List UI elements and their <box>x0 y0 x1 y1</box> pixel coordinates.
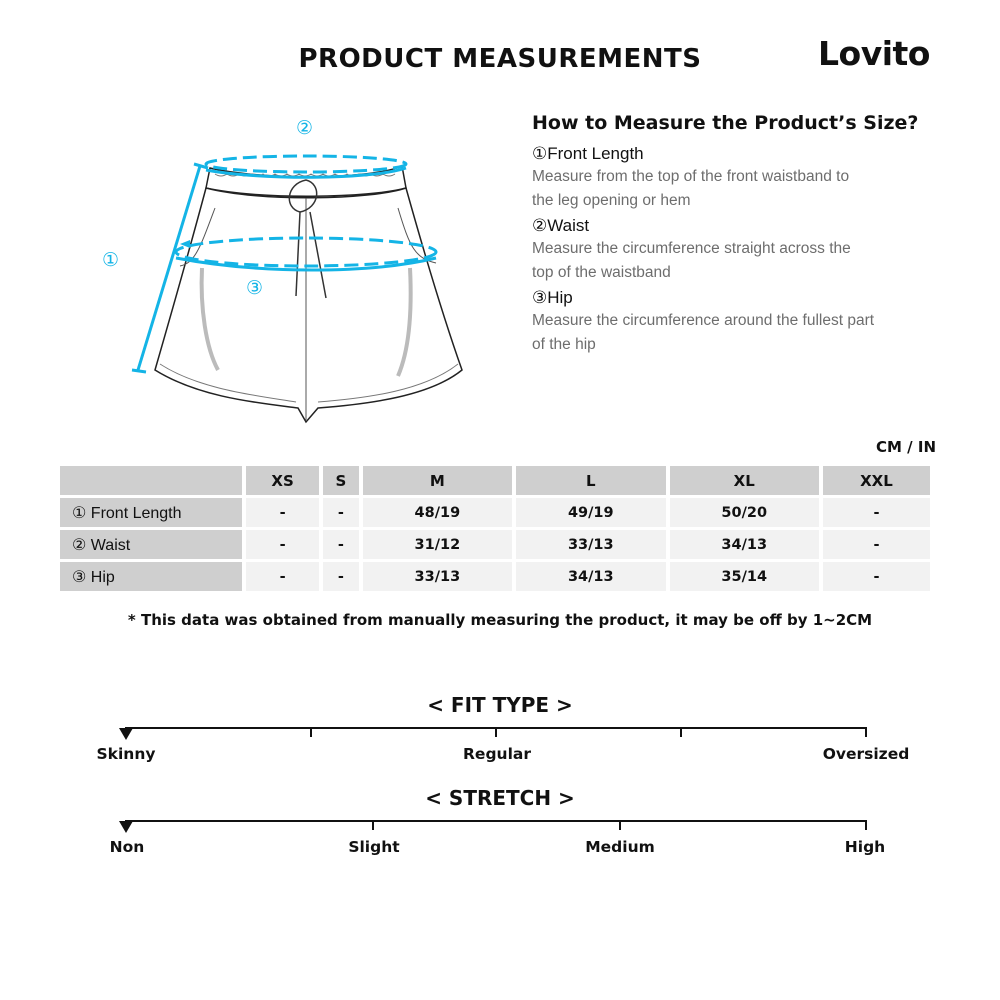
fit-type-axis <box>125 727 867 729</box>
table-cell: - <box>246 562 319 591</box>
marker-waist: ② <box>296 117 314 139</box>
marker-hip: ③ <box>246 277 264 299</box>
table-cell: - <box>323 530 358 559</box>
front-length-cap-bottom <box>132 370 146 372</box>
table-cell: - <box>823 562 930 591</box>
stretch-title: < STRETCH > <box>425 786 575 810</box>
table-row <box>60 498 930 527</box>
waist-measure-line <box>206 156 406 172</box>
table-cell: 33/13 <box>363 562 512 591</box>
table-cell: 49/19 <box>516 498 665 527</box>
stretch-label-high: High <box>844 838 886 856</box>
measurement-note: * This data was obtained from manually measuring the product, it may be off by 1~2CM <box>127 611 873 629</box>
column-header: S <box>323 466 358 495</box>
stretch-tick <box>125 820 127 830</box>
table-cell: 50/20 <box>670 498 819 527</box>
marker-front-length: ① <box>102 249 120 271</box>
shorts-diagram <box>80 108 480 438</box>
table-corner-cell <box>60 466 242 495</box>
table-row <box>60 530 930 559</box>
item-hip-title: ③Hip <box>532 288 573 307</box>
unit-label: CM / IN <box>876 438 936 456</box>
row-label: ② Waist <box>60 530 242 559</box>
size-table <box>56 463 934 594</box>
item-front-length-title: ①Front Length <box>532 144 644 163</box>
fit-type-tick <box>310 727 312 737</box>
table-cell: 35/14 <box>670 562 819 591</box>
column-header: L <box>516 466 665 495</box>
table-cell: 34/13 <box>516 562 665 591</box>
stretch-axis <box>125 820 867 822</box>
how-to-heading: How to Measure the Product’s Size? <box>532 112 919 134</box>
table-cell: - <box>246 530 319 559</box>
fit-type-label-skinny: Skinny <box>96 745 156 763</box>
stretch-label-medium: Medium <box>585 838 655 856</box>
stretch-label-slight: Slight <box>348 838 400 856</box>
table-cell: 31/12 <box>363 530 512 559</box>
how-to-measure-section <box>532 112 932 359</box>
table-cell: - <box>823 498 930 527</box>
item-hip-desc: Measure the circumference around the fullest part of the hip <box>532 312 875 353</box>
fit-type-label-oversized: Oversized <box>822 745 910 763</box>
fit-type-tick <box>865 727 867 737</box>
table-cell: 33/13 <box>516 530 665 559</box>
row-label: ③ Hip <box>60 562 242 591</box>
table-cell: 34/13 <box>670 530 819 559</box>
column-header: XS <box>246 466 319 495</box>
row-label: ① Front Length <box>60 498 242 527</box>
stretch-tick <box>372 820 374 830</box>
column-header: M <box>363 466 512 495</box>
table-cell: - <box>323 562 358 591</box>
fit-type-tick <box>680 727 682 737</box>
table-header-row <box>60 466 930 495</box>
fit-type-title: < FIT TYPE > <box>427 693 573 717</box>
stretch-tick <box>865 820 867 830</box>
fit-type-tick <box>125 727 127 737</box>
brand-logo: Lovito <box>818 34 930 73</box>
item-waist-title: ②Waist <box>532 216 590 235</box>
item-front-length-desc: Measure from the top of the front waistband to the leg opening or hem <box>532 168 850 209</box>
page-title: PRODUCT MEASUREMENTS <box>298 44 702 74</box>
table-cell: - <box>823 530 930 559</box>
stretch-selected-marker <box>119 821 133 833</box>
fit-type-label-regular: Regular <box>463 745 531 763</box>
item-waist-desc: Measure the circumference straight across the top of the waistband <box>532 240 851 281</box>
fit-type-selected-marker <box>119 728 133 740</box>
column-header: XXL <box>823 466 930 495</box>
table-cell: - <box>323 498 358 527</box>
fit-type-tick <box>495 727 497 737</box>
stretch-tick <box>619 820 621 830</box>
stretch-label-non: Non <box>109 838 145 856</box>
table-cell: - <box>246 498 319 527</box>
table-row <box>60 562 930 591</box>
table-cell: 48/19 <box>363 498 512 527</box>
column-header: XL <box>670 466 819 495</box>
